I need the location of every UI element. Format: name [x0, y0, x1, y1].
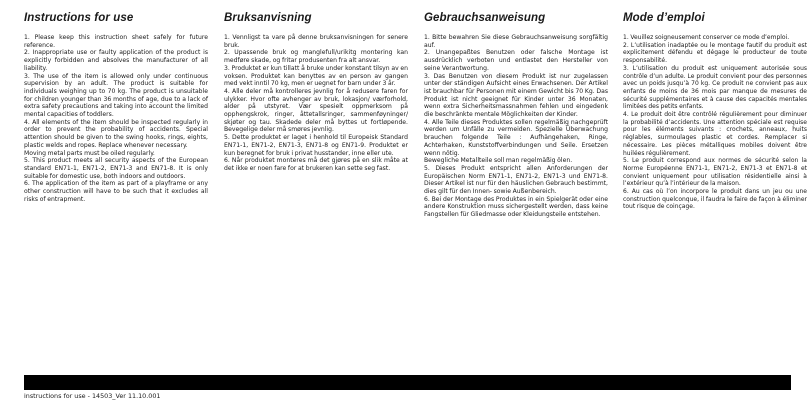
english-paragraph-1: 1. Please keep this instruction sheet safely for future reference. [24, 34, 208, 49]
french-column [623, 12, 807, 211]
english-paragraph-5: 5. This product meets all security aspects of the European standard EN71-1, EN71-2, EN71-3 and EN71-8. It is only suitable for domestic use, both indoors and outdoors. [24, 157, 208, 180]
norwegian-paragraph-1: 1. Vennligst ta vare på denne bruksanvisningen for senere bruk. [224, 34, 408, 49]
english-title: Instructions for use [24, 12, 134, 24]
english-paragraph-3: 3. The use of the item is allowed only under continuous supervision by an adult. The product is suitable for individuals weighing up to 70 kg. The product is unsuitable for children younger than 36 months of age, due to a lack of extra safety precautions and taking into account the limited mental capacities of toddlers. [24, 72, 208, 119]
english-paragraph-4: 4. All elements of the item should be inspected regularly in order to prevent the probability of accidents. Special attention should be given to the swing hooks, rings, eights, plastic welds and ropes. Replace whenever necessary. [24, 118, 208, 149]
english-paragraph-4b: Moving metal parts must be oiled regularly. [24, 149, 155, 157]
footer-version-label: instructions for use - 14503_Ver 11.10.001 [24, 392, 161, 400]
french-paragraph-4: 4. Le produit doit être contrôlé régulièrement pour diminuer la probabilité d’accidents. Une attention spéciale est requise pour les éléments suivants : crochets, anneaux, huits réglables, surmoulages plastic et cordes. Remplacer si nécessaire. Les pièces métalliques mobiles doivent être huilées régulièrement. [623, 111, 807, 157]
norwegian-paragraph-4: 4. Alle deler må kontrolleres jevnlig for å redusere faren for ulykker. Hvor ofte avhenger av bruk, lokasjon/ værforhold, alder på utstyret. Vær spesielt oppmerksom på opphengskrok, ringer, åttetallsringer, sammenføyninger/ skjøter og tau. Skadede deler må byttes ut fortløpende. Bevegelige deler må smøres jevnlig. [224, 87, 408, 134]
french-paragraph-5: 5. Le produit correspond aux normes de sécurité selon la Norme Européenne EN71-1, EN71-2, EN71-3 et EN71-8 et convient uniquement pour utilisation résidentielle ainsi à l’extérieur qu’à l’intérieur de la maison. [623, 157, 807, 188]
norwegian-paragraph-6: 6. Når produktet monteres må det gjøres på en slik måte at det ikke er noen fare for at brukeren kan sette seg fast. [224, 157, 408, 172]
french-paragraph-1: 1. Veuillez soigneusement conserver ce mode d’emploi. [623, 34, 790, 41]
german-title: Gebrauchsanweisung [424, 12, 546, 24]
footer-bar [24, 375, 791, 390]
french-paragraph-3: 3. L’utilisation du produit est uniquement autorisée sous contrôle d’un adulte. Le produit convient pour des personnes avec un poids jusqu’à 70 kg. Ce produit ne convient pas aux enfants de moins de 36 mois par manque de mesures de sécurité supplémentaires et à cause des capacités mentales limitées des petits enfants. [623, 64, 807, 111]
english-column [24, 12, 208, 203]
french-paragraph-6: 6. Au cas où l’on incorpore le produit dans un jeu ou une construction quelconque, il faudra le faire de façon à éliminer tout risque de coinçage. [623, 188, 807, 211]
norwegian-paragraph-2: 2. Upassende bruk og manglefull/urikitg montering kan medføre skade, og fritar produsenten fra alt ansvar. [224, 49, 408, 65]
german-paragraph-2: 2. Unangepaßtes Benutzen oder falsche Montage ist ausdrücklich verboten und entlastet den Hersteller von seine Verantwortung. [424, 49, 608, 72]
german-paragraph-5: 5. Dieses Produkt entspricht allen Anforderungen der Europäischen Norm EN71-1, EN71-2, EN71-3 und EN71-8. Dieser Artikel ist nur für den häuslichen Gebrauch bestimmt, dies gilt für den Innen- sowie Außenbereich. [424, 164, 608, 196]
norwegian-title: Bruksanvisning [224, 12, 312, 24]
german-paragraph-4b: Bewegliche Metallteile soll man regelmäßig ölen. [424, 157, 573, 165]
german-column [424, 12, 608, 219]
norwegian-paragraph-3: 3. Produktet er kun tillatt å bruke under konstant tilsyn av en voksen. Produktet kan benyttes av en person av gangen med vekt inntil 70 kg, men er uegnet for barn under 3 år. [224, 64, 408, 88]
german-paragraph-1: 1. Bitte bewahren Sie diese Gebrauchsanweisung sorgfältig auf. [424, 34, 608, 49]
german-paragraph-4: 4. Alle Teile dieses Produktes sollen regelmäßig nachgeprüft werden um Unfälle zu vermeiden. Spezielle Überwachung brauchen folgende Teile : Aufhängehaken, Ringe, Achterhaken, Kunststoffverbindungen und Seile. Ersetzen wenn nötig. [424, 118, 608, 157]
german-paragraph-6: 6. Bei der Montage des Produktes in ein Spielgerät oder eine andere Konstruktion muss sichergestellt werden, dass keine Fangstellen für Gliedmasse oder Kleidungsteile entstehen. [424, 195, 608, 219]
german-paragraph-3: 3. Das Benutzen von diesem Produkt ist nur zugelassen unter der ständigen Aufsicht eines Erwachsenen. Der Artikel ist brauchbar für Personen mit einem Gewicht bis 70 Kg. Das Produkt ist nicht geeignet für Kinder unter 36 Monaten, wenn extra Sicherheitsmassnahmen fehlen und eingedenk die beschränkte mentale Möglichkeiten der Kinder. [424, 72, 608, 119]
norwegian-column [224, 12, 408, 173]
english-paragraph-2: 2. Inappropriate use or faulty application of the product is explicitly forbidden and absolves the manufacturer of all liability. [24, 49, 208, 72]
french-title: Mode d’emploi [623, 12, 705, 24]
french-paragraph-2: 2. L’utilisation inadaptée ou le montage fautif du produit est explicitement défendu et dégage le producteur de toute responsabilité. [623, 41, 807, 65]
english-paragraph-6: 6. The application of the item as part of a playframe or any other construction will have to be such that it excludes all risks of entrapment. [24, 180, 208, 203]
norwegian-paragraph-5: 5. Dette produktet er laget i henhold til Europeisk Standard EN71-1, EN71-2, EN71-3, EN71-8 og EN71-9. Produktet er kun beregnet for bruk i privat husstander, inne eller ute. [224, 134, 408, 157]
